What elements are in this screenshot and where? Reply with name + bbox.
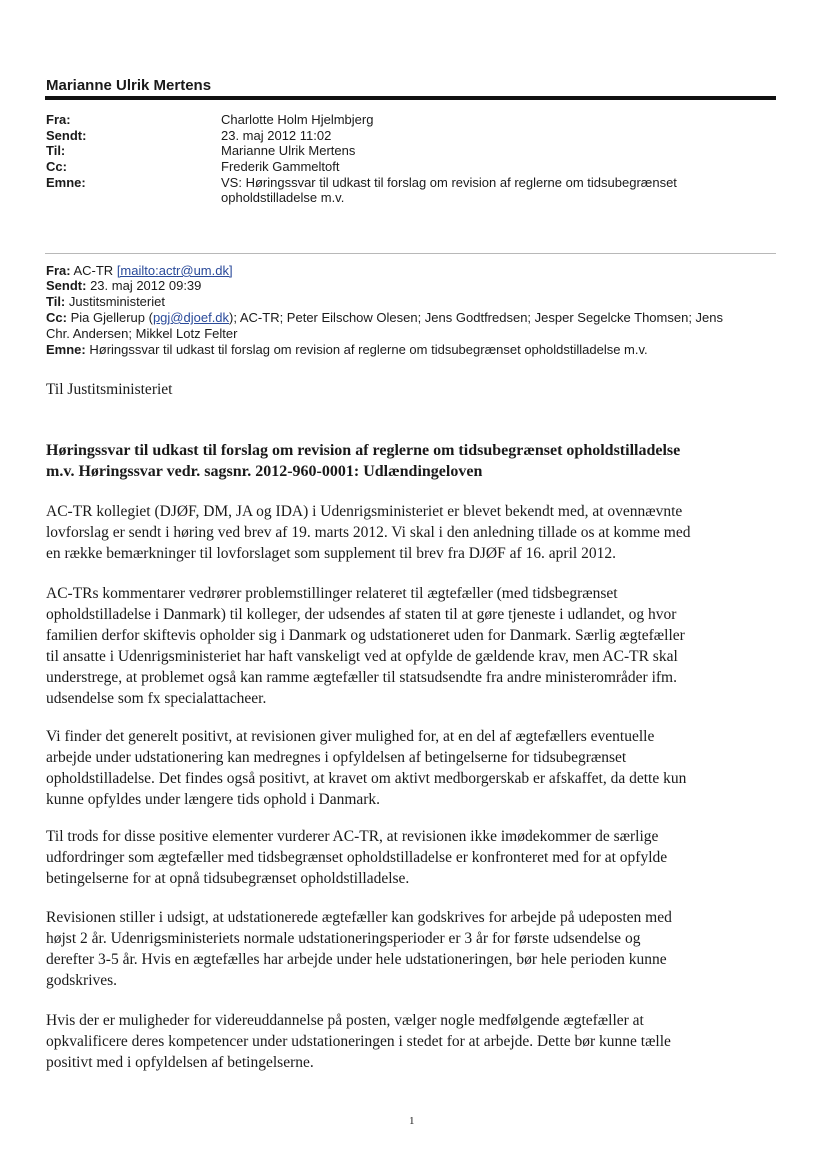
fwd-from-value: AC-TR: [73, 263, 114, 278]
fwd-from-label: Fra:: [46, 263, 71, 278]
paragraph-line: betingelserne for at opnå tidsubegrænset opholdstilladelse.: [46, 870, 410, 887]
paragraph-line: til ansatte i Udenrigsministeriet har haft vanskeligt ved at opfylde de gældende krav, men AC-TR skal: [46, 648, 678, 665]
paragraph-line: godskrives.: [46, 972, 118, 989]
paragraph-line: udfordringer som ægtefæller med tidsbegrænset opholdstilladelse er konfronteret med for at opfylde: [46, 849, 668, 866]
field-value-to: Marianne Ulrik Mertens: [221, 143, 356, 158]
field-label-to: Til:: [46, 143, 66, 158]
field-value-from: Charlotte Holm Hjelmbjerg: [221, 112, 374, 127]
field-value-sent: 23. maj 2012 11:02: [221, 128, 332, 143]
paragraph-line: opkvalificere deres kompetencer under udstationeringen i stedet for at arbejde. Dette bør kunne tælle: [46, 1033, 671, 1050]
field-label-from: Fra:: [46, 112, 71, 127]
paragraph-line: Hvis der er muligheder for videreuddannelse på posten, vælger nogle medfølgende ægtefæller at: [46, 1012, 644, 1029]
fwd-cc-name: Pia Gjellerup (: [70, 310, 153, 325]
field-label-subject: Emne:: [46, 175, 86, 190]
paragraph-line: AC-TR kollegiet (DJØF, DM, JA og IDA) i Udenrigsministeriet er blevet bekendt med, at ovennævnte: [46, 503, 683, 520]
field-label-cc: Cc:: [46, 159, 67, 174]
fwd-subject-line: [46, 342, 781, 358]
salutation: Til Justitsministeriet: [46, 381, 173, 398]
fwd-sent-value: 23. maj 2012 09:39: [90, 278, 202, 293]
paragraph-line: udsendelse som fx specialattacheer.: [46, 690, 267, 707]
paragraph-line: AC-TRs kommentarer vedrører problemstillinger relateret til ægtefæller (med tidsbegrænset: [46, 585, 618, 602]
fwd-cc-label: Cc:: [46, 310, 67, 325]
header-rule: [45, 96, 776, 100]
field-label-sent: Sendt:: [46, 128, 87, 143]
message-divider: [45, 253, 776, 254]
field-value-subject-continued: opholdstilladelse m.v.: [221, 190, 345, 205]
fwd-subject-label: Emne:: [46, 342, 86, 357]
fwd-cc-line: [46, 310, 781, 326]
paragraph-line: understrege, at problemet også kan ramme ægtefæller til statsudsendte fra andre ministerområder ifm.: [46, 669, 677, 686]
paragraph-line: Vi finder det generelt positivt, at revisionen giver mulighed for, at en del af ægtefællers eventuelle: [46, 728, 655, 745]
field-value-cc: Frederik Gammeltoft: [221, 159, 340, 174]
fwd-from-mailto-link[interactable]: [mailto:actr@um.dk]: [116, 263, 233, 278]
letter-title-line: m.v. Høringssvar vedr. sagsnr. 2012-960-0001: Udlændingeloven: [46, 463, 483, 480]
page-number: 1: [409, 1115, 415, 1127]
paragraph-line: Til trods for disse positive elementer vurderer AC-TR, at revisionen ikke imødekommer de særlige: [46, 828, 659, 845]
paragraph-line: opholdstilladelse i Danmark) til kolleger, der udsendes af staten til at gøre tjeneste i udlandet, og hvor: [46, 606, 677, 623]
paragraph-line: Revisionen stiller i udsigt, at udstationerede ægtefæller kan godskrives for arbejde på udeposten med: [46, 909, 672, 926]
fwd-sent-label: Sendt:: [46, 278, 87, 293]
paragraph-line: lovforslag er sendt i høring ved brev af 19. marts 2012. Vi skal i den anledning tillade os at komme med: [46, 524, 691, 541]
field-value-subject: VS: Høringssvar til udkast til forslag om revision af reglerne om tidsubegrænset: [221, 175, 677, 190]
fwd-cc-line-2: Chr. Andersen; Mikkel Lotz Felter: [46, 326, 238, 341]
paragraph-line: en række bemærkninger til lovforslaget som supplement til brev fra DJØF af 16. april 2012.: [46, 545, 616, 562]
fwd-subject-value: Høringssvar til udkast til forslag om revision af reglerne om tidsubegrænset opholdstilladelse m.v.: [89, 342, 648, 357]
paragraph-line: kunne opfyldes under længere tids ophold i Danmark.: [46, 791, 381, 808]
letter-title-line: Høringssvar til udkast til forslag om revision af reglerne om tidsubegrænset opholdstilladelse: [46, 442, 681, 459]
paragraph-6: [46, 1010, 781, 1073]
paragraph-1: [46, 501, 781, 564]
paragraph-line: højst 2 år. Udenrigsministeriets normale udstationeringsperioder er 3 år for første udsendelse og: [46, 930, 641, 947]
fwd-to-label: Til:: [46, 294, 66, 309]
paragraph-line: positivt med i opfyldelsen af betingelserne.: [46, 1054, 314, 1071]
fwd-to-line: [46, 294, 781, 310]
fwd-sent-line: [46, 278, 781, 294]
paragraph-line: familien derfor skiftevis opholder sig i Danmark og udstationeret uden for Danmark. Særlig ægtefæller: [46, 627, 685, 644]
paragraph-line: opholdstilladelse. Det findes også positivt, at kravet om aktivt medborgerskab er afskaffet, da dette kun: [46, 770, 687, 787]
fwd-from-line: [46, 263, 781, 279]
paragraph-4: [46, 826, 781, 889]
fwd-cc-rest: ); AC-TR; Peter Eilschow Olesen; Jens Godtfredsen; Jesper Segelcke Thomsen; Jens: [229, 310, 724, 325]
paragraph-3: [46, 726, 781, 810]
paragraph-5: [46, 907, 781, 991]
fwd-to-value: Justitsministeriet: [68, 294, 165, 309]
fwd-cc-email-link[interactable]: pgj@djoef.dk: [152, 310, 230, 325]
sender-name: Marianne Ulrik Mertens: [46, 77, 212, 94]
paragraph-line: arbejde under udstationering kan medregnes i opfyldelsen af betingelserne for tidsubegrænset: [46, 749, 627, 766]
letter-title: [46, 440, 781, 482]
paragraph-line: derefter 3-5 år. Hvis en ægtefælles har arbejde under hele udstationeringen, bør hele perioden kunne: [46, 951, 667, 968]
paragraph-2: [46, 583, 781, 709]
